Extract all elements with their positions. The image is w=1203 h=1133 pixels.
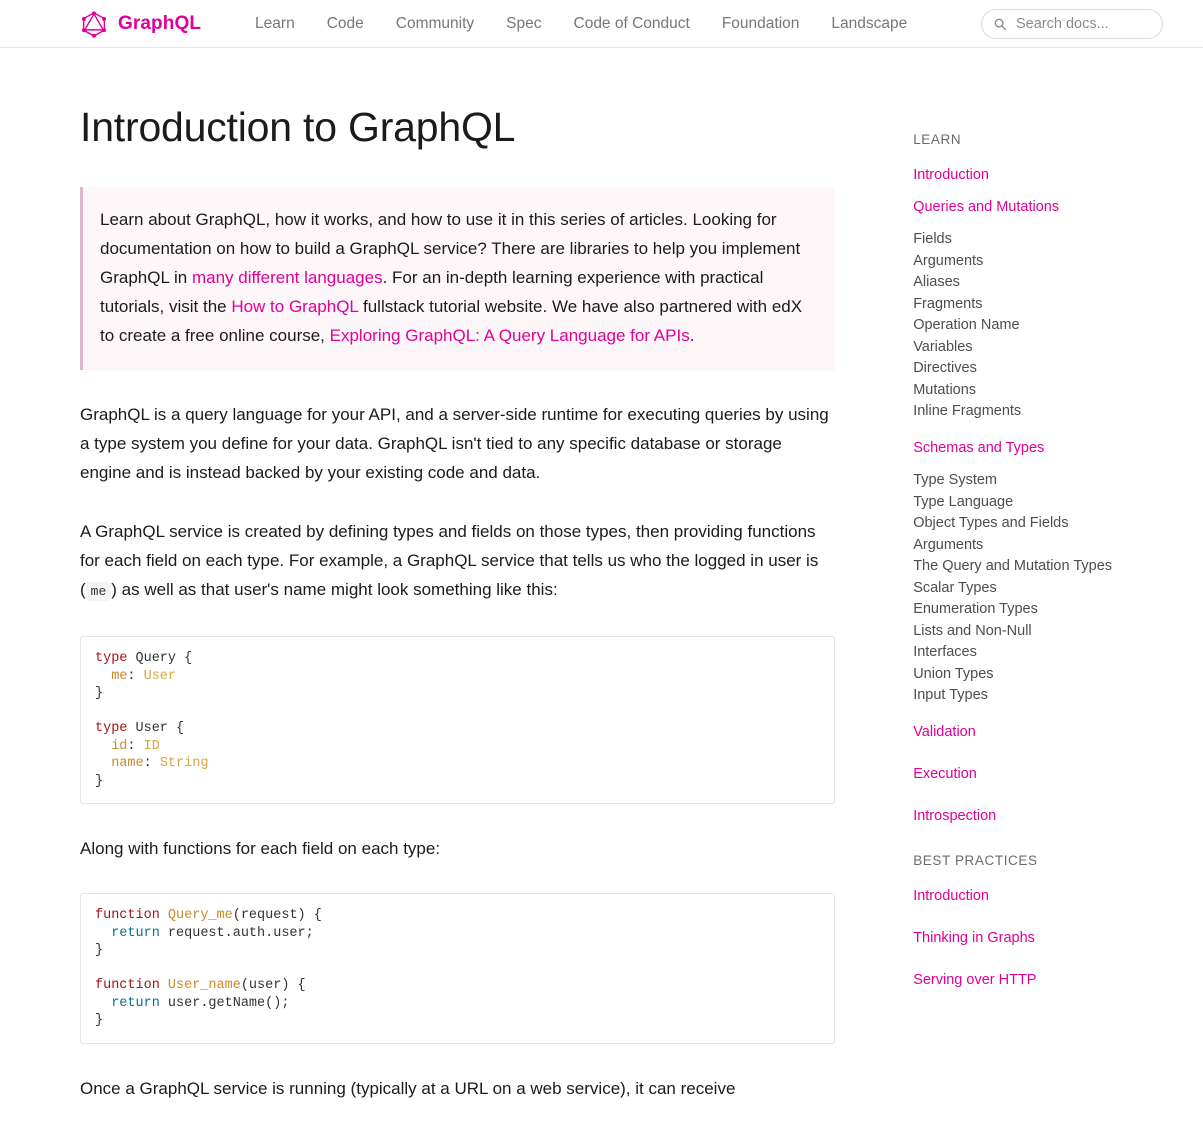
sidebar-item-introduction[interactable]: Introduction bbox=[913, 167, 989, 183]
sidebar-item-serving-over-http[interactable]: Serving over HTTP bbox=[913, 972, 1037, 988]
code1-sep-1: : bbox=[127, 668, 144, 684]
sidebar-group-learn bbox=[913, 132, 1163, 827]
sidebar-subitem-lists-and-non-null[interactable]: Lists and Non-Null bbox=[913, 622, 1032, 639]
sidebar-subitem-mutations[interactable]: Mutations bbox=[913, 381, 977, 398]
search-box[interactable] bbox=[981, 9, 1163, 39]
paragraph-service-part1: A GraphQL service is created by defining types and fields on those types, then providing functions for each field on each type. For example, a GraphQL service that tells us who the logged in user is ( bbox=[80, 522, 819, 599]
sidebar-spacer-2 bbox=[913, 796, 1163, 806]
brand-name: GraphQL bbox=[118, 12, 202, 34]
sidebar-sublist-queries bbox=[913, 229, 1163, 422]
intro-callout bbox=[80, 187, 835, 370]
search-input[interactable] bbox=[1014, 15, 1162, 33]
brand-home-link[interactable] bbox=[80, 10, 201, 38]
sidebar-group-title-best-practices: BEST PRACTICES bbox=[913, 853, 1038, 868]
code1-type-id: ID bbox=[143, 738, 160, 754]
graphql-logo-icon bbox=[80, 10, 108, 38]
nav-item-code-of-conduct[interactable]: Code of Conduct bbox=[573, 14, 690, 32]
code2-line6-rest: user.getName(); bbox=[159, 995, 290, 1011]
code1-line5-rest: User { bbox=[127, 721, 185, 736]
callout-link-edx-course[interactable]: Exploring GraphQL: A Query Language for APIs bbox=[329, 326, 690, 345]
nav-item-landscape[interactable]: Landscape bbox=[831, 14, 908, 32]
code1-type-user: User bbox=[143, 668, 177, 684]
sidebar-subitem-interfaces[interactable]: Interfaces bbox=[913, 644, 977, 660]
sidebar-subitem-variables[interactable]: Variables bbox=[913, 338, 973, 355]
nav-item-community[interactable]: Community bbox=[395, 14, 475, 32]
code2-fn-user-name: User_name bbox=[159, 978, 241, 993]
page-layout bbox=[0, 48, 1203, 1133]
code2-fn-query-me: Query_me bbox=[159, 908, 233, 923]
paragraph-overview: GraphQL is a query language for your API, and a server-side runtime for executing queries by using a type system you define for your data. GraphQL isn't tied to any specific database or storage engine and is instead backed by your existing code and data. bbox=[80, 405, 829, 482]
sidebar-subitem-fields[interactable]: Fields bbox=[913, 231, 952, 247]
sidebar-subitem-fragments[interactable]: Fragments bbox=[913, 295, 983, 312]
nav-item-learn[interactable]: Learn bbox=[255, 14, 295, 32]
code2-return-kw-1: return bbox=[95, 925, 160, 941]
sidebar-item-validation[interactable]: Validation bbox=[913, 724, 976, 740]
sidebar-item-introspection[interactable]: Introspection bbox=[913, 808, 997, 824]
code1-type-kw-2: type bbox=[95, 721, 128, 736]
sidebar-subitem-type-system[interactable]: Type System bbox=[913, 472, 997, 488]
code1-close-1: } bbox=[95, 686, 104, 701]
primary-nav bbox=[239, 9, 981, 39]
paragraph-running-service: Once a GraphQL service is running (typically at a URL on a web service), it can receive bbox=[80, 1078, 736, 1098]
sidebar-subitem-union-types[interactable]: Union Types bbox=[913, 665, 994, 682]
code2-close-2: } bbox=[95, 1013, 104, 1028]
sidebar-spacer-3 bbox=[913, 918, 1163, 928]
sidebar-group-best-practices bbox=[913, 853, 1163, 991]
search-icon bbox=[993, 17, 1007, 31]
code2-function-kw-2: function bbox=[95, 978, 160, 993]
sidebar-spacer-4 bbox=[913, 960, 1163, 970]
callout-link-many-languages[interactable]: many different languages bbox=[191, 268, 383, 287]
sidebar-item-schemas-and-types[interactable]: Schemas and Types bbox=[913, 440, 1045, 456]
code1-field-name: name bbox=[95, 756, 144, 771]
sidebar-item-bp-introduction[interactable]: Introduction bbox=[913, 888, 989, 904]
callout-link-how-to-graphql[interactable]: How to GraphQL bbox=[231, 297, 359, 316]
sidebar-item-queries-and-mutations[interactable]: Queries and Mutations bbox=[913, 199, 1060, 215]
code1-line1-rest: Query { bbox=[127, 651, 193, 666]
sidebar-spacer-1 bbox=[913, 754, 1163, 764]
sidebar-subitem-query-and-mutation-types[interactable]: The Query and Mutation Types bbox=[913, 558, 1113, 574]
sidebar-sublist-schemas bbox=[913, 470, 1163, 706]
code1-field-id: id bbox=[95, 738, 128, 754]
code1-sep-2: : bbox=[127, 738, 144, 754]
code1-type-string: String bbox=[159, 756, 209, 771]
sidebar-item-execution[interactable]: Execution bbox=[913, 766, 977, 782]
sidebar-subitem-operation-name[interactable]: Operation Name bbox=[913, 317, 1020, 333]
code-block-schema bbox=[80, 636, 835, 804]
paragraph-service bbox=[80, 517, 835, 606]
sidebar-subitem-input-types[interactable]: Input Types bbox=[913, 687, 988, 703]
code1-close-2: } bbox=[95, 773, 104, 789]
page-title: Introduction to GraphQL bbox=[80, 104, 516, 150]
sidebar-subitem-arguments-2[interactable]: Arguments bbox=[913, 536, 984, 553]
code1-field-me: me bbox=[95, 668, 128, 684]
sidebar-subitem-scalar-types[interactable]: Scalar Types bbox=[913, 579, 997, 596]
code2-line2-rest: request.auth.user; bbox=[159, 925, 314, 941]
callout-text-3: fullstack tutorial website. We have also partnered with edX to create a free online course, bbox=[100, 297, 803, 345]
nav-item-foundation[interactable]: Foundation bbox=[721, 14, 800, 32]
sidebar-subitem-aliases[interactable]: Aliases bbox=[913, 274, 960, 290]
callout-text-4: . bbox=[689, 326, 695, 345]
sidebar-item-thinking-in-graphs[interactable]: Thinking in Graphs bbox=[913, 930, 1035, 946]
code2-function-kw-1: function bbox=[95, 908, 160, 923]
sidebar-subitem-arguments[interactable]: Arguments bbox=[913, 252, 984, 269]
sidebar-group-title-learn: LEARN bbox=[913, 132, 962, 147]
site-header bbox=[0, 0, 1203, 48]
main-content bbox=[80, 48, 835, 1133]
sidebar-subitem-enumeration-types[interactable]: Enumeration Types bbox=[913, 601, 1038, 617]
nav-item-spec[interactable]: Spec bbox=[506, 14, 542, 32]
inline-code-me: me bbox=[86, 582, 112, 601]
code2-return-kw-2: return bbox=[95, 995, 160, 1011]
sidebar-subitem-inline-fragments[interactable]: Inline Fragments bbox=[913, 403, 1022, 419]
paragraph-functions: Along with functions for each field on each type: bbox=[80, 839, 441, 858]
code1-type-kw-1: type bbox=[95, 651, 128, 666]
sidebar-subitem-object-types-and-fields[interactable]: Object Types and Fields bbox=[913, 515, 1069, 531]
docs-sidebar bbox=[913, 48, 1163, 1017]
sidebar-subitem-type-language[interactable]: Type Language bbox=[913, 493, 1014, 510]
code2-line5-rest: (user) { bbox=[240, 978, 306, 993]
callout-text-2: . For an in-depth learning experience with practical tutorials, visit the bbox=[100, 268, 764, 316]
code-block-resolvers bbox=[80, 893, 835, 1044]
code1-sep-3: : bbox=[143, 756, 160, 771]
sidebar-subitem-directives[interactable]: Directives bbox=[913, 360, 977, 376]
callout-text-1: Learn about GraphQL, how it works, and how to use it in this series of articles. Looking for documentation on how to build a GraphQL service? There are libraries to help you implement GraphQL in bbox=[100, 210, 801, 287]
code2-close-1: } bbox=[95, 943, 104, 958]
code2-line1-rest: (request) { bbox=[232, 908, 322, 923]
nav-item-code[interactable]: Code bbox=[326, 14, 364, 32]
paragraph-service-part2: ) as well as that user's name might look something like this: bbox=[111, 580, 558, 599]
